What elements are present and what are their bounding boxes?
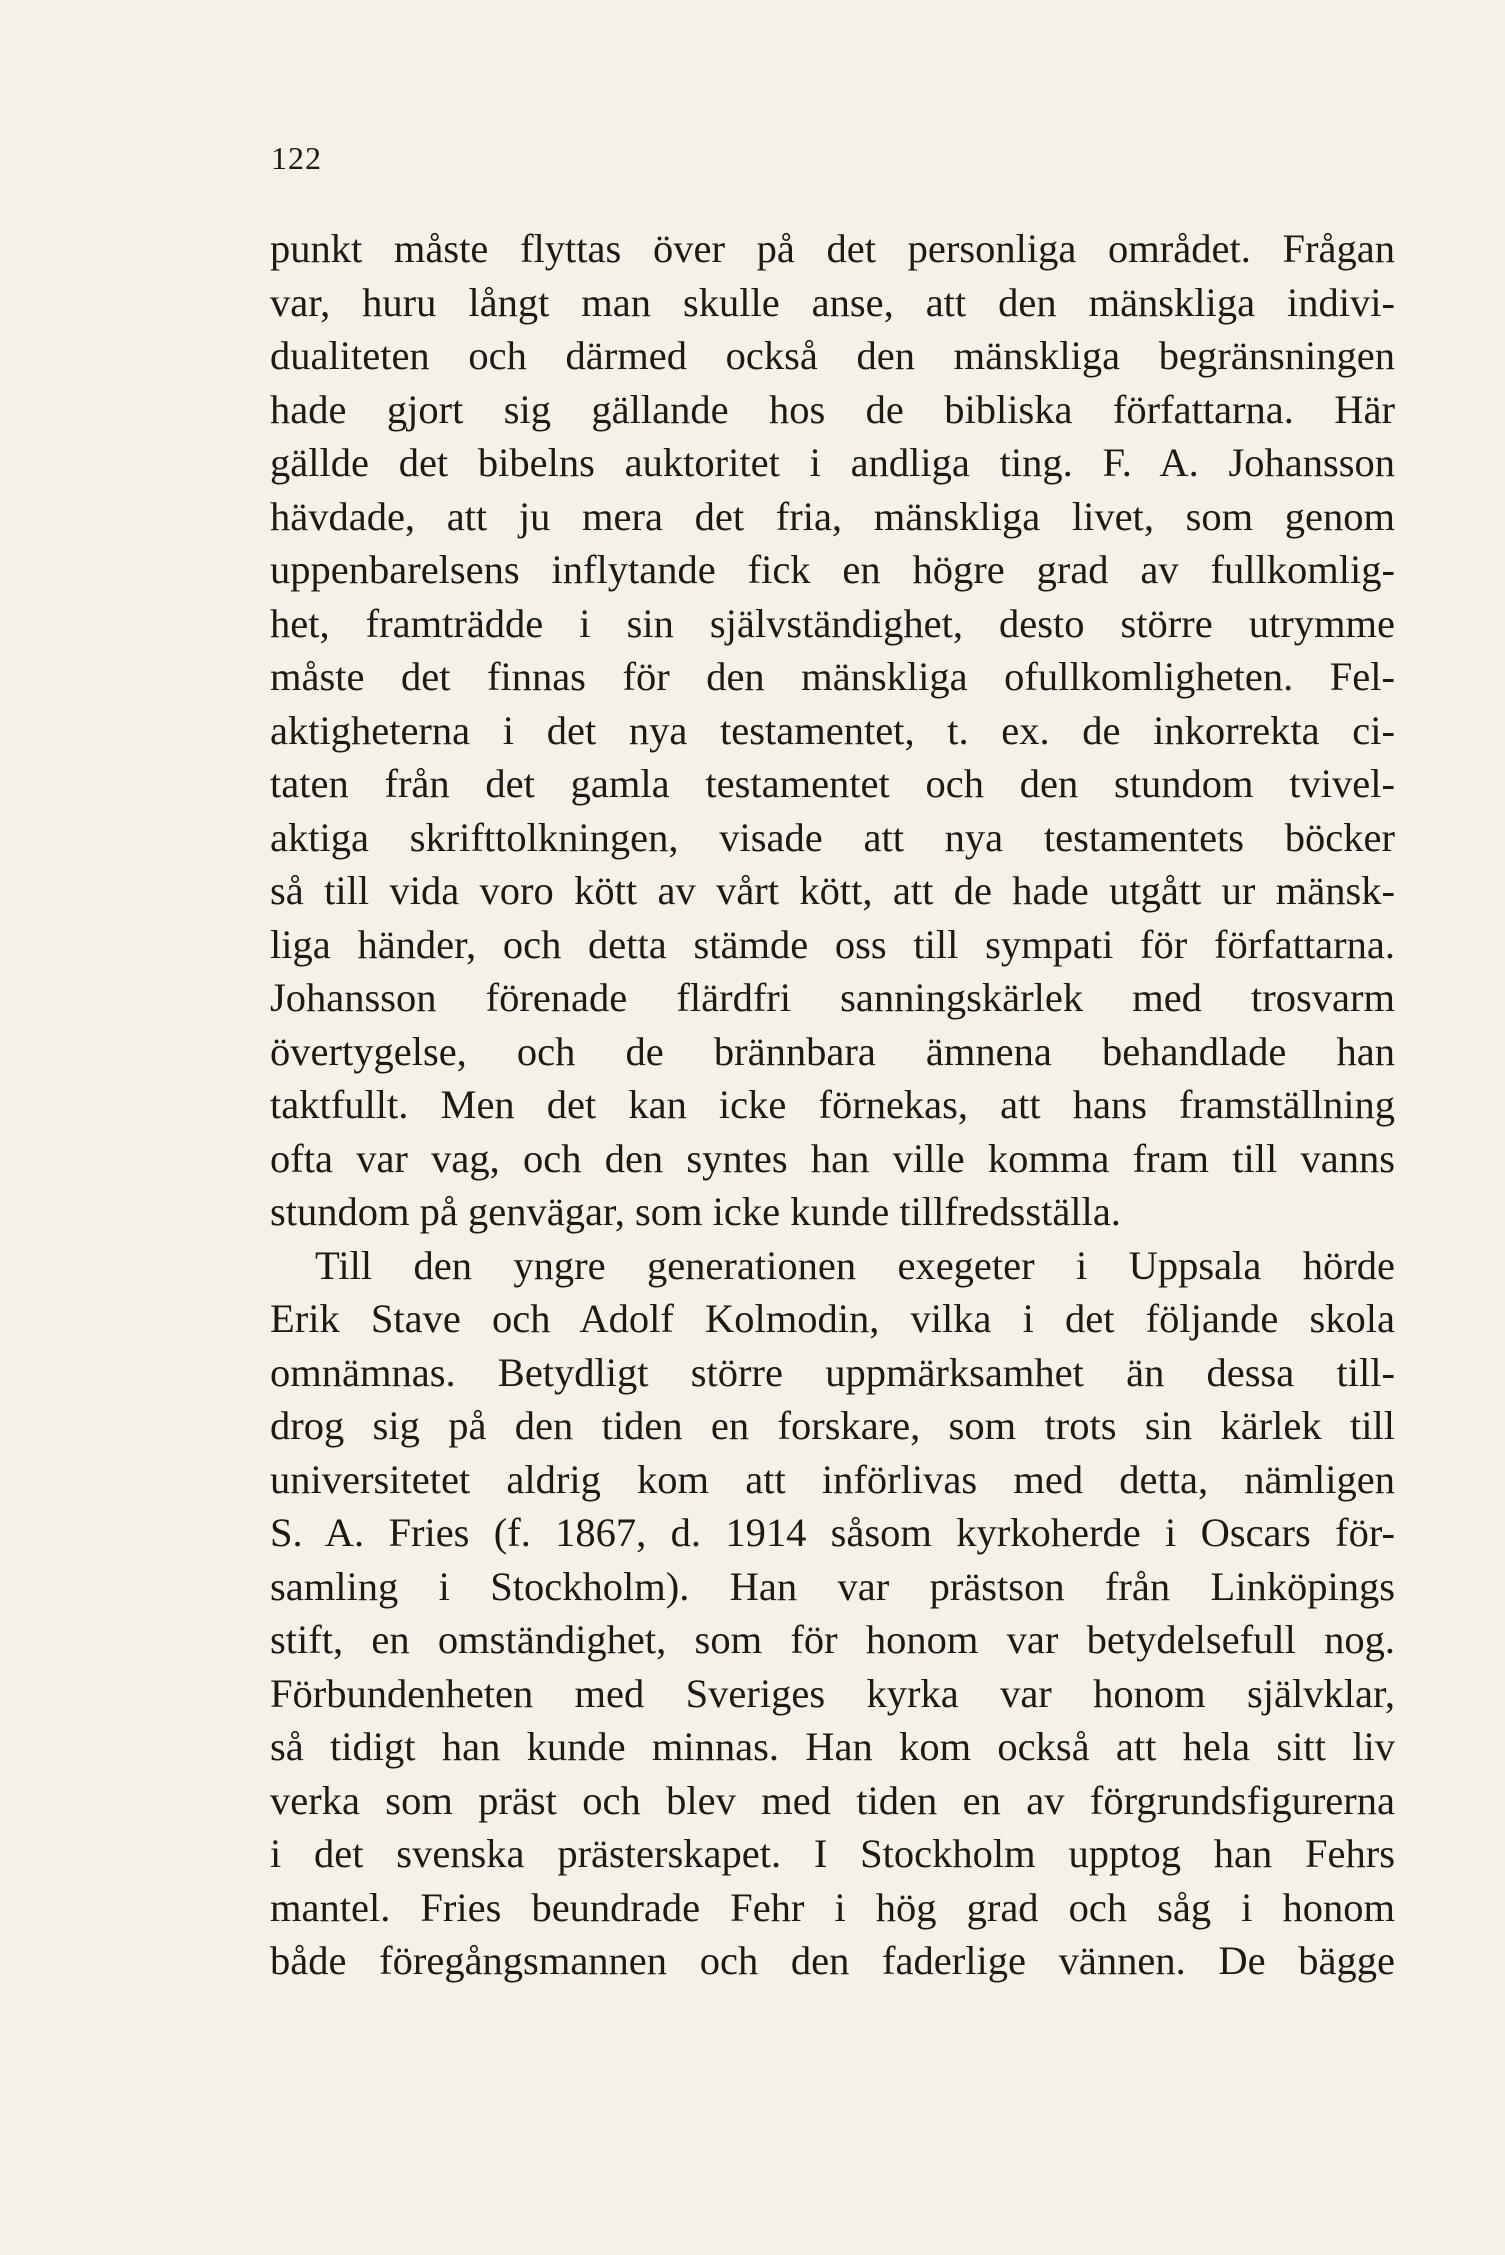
text-line: liga händer, och detta stämde oss till sympati för författarna.	[270, 921, 1395, 967]
text-line: Till den yngre generationen exegeter i Uppsala hörde	[315, 1242, 1395, 1288]
text-line: taten från det gamla testamentet och den stundom tvivel-	[270, 761, 1395, 806]
text-line: dualiteten och därmed också den mänskliga begränsningen	[270, 333, 1395, 378]
text-line: verka som präst och blev med tiden en av förgrundsfigurerna	[270, 1777, 1395, 1823]
text-line: het, framträdde i sin självständighet, desto större utrymme	[270, 600, 1395, 646]
text-line: Förbundenheten med Sveriges kyrka var honom självklar,	[270, 1670, 1395, 1716]
text-line: hävdade, att ju mera det fria, mänskliga livet, som genom	[270, 493, 1395, 539]
text-line: stundom på genvägar, som icke kunde tillfredsställa.	[270, 1189, 1121, 1234]
page-number: 122	[271, 140, 322, 176]
text-line: samling i Stockholm). Han var prästson från Linköpings	[270, 1563, 1395, 1609]
text-line: taktfullt. Men det kan icke förnekas, att hans framställning	[270, 1082, 1395, 1127]
text-line: måste det finnas för den mänskliga ofullkomligheten. Fel-	[270, 654, 1395, 699]
text-line: S. A. Fries (f. 1867, d. 1914 såsom kyrkoherde i Oscars för-	[270, 1510, 1395, 1555]
text-line: omnämnas. Betydligt större uppmärksamhet än dessa till-	[270, 1349, 1395, 1395]
text-line: punkt måste flyttas över på det personliga området. Frågan	[270, 226, 1395, 271]
text-line: Johansson förenade flärdfri sanningskärlek med trosvarm	[270, 975, 1395, 1020]
text-line: i det svenska prästerskapet. I Stockholm upptog han Fehrs	[270, 1831, 1395, 1876]
text-line: aktiga skrifttolkningen, visade att nya testamentets böcker	[270, 814, 1395, 860]
body-text	[270, 222, 1395, 1988]
text-line: stift, en omständighet, som för honom var betydelsefull nog.	[270, 1617, 1395, 1662]
text-line: övertygelse, och de brännbara ämnena behandlade han	[270, 1028, 1395, 1074]
text-line: uppenbarelsens inflytande fick en högre grad av fullkomlig-	[270, 547, 1395, 592]
text-line: aktigheterna i det nya testamentet, t. ex. de inkorrekta ci-	[270, 707, 1395, 753]
text-line: drog sig på den tiden en forskare, som trots sin kärlek till	[270, 1403, 1395, 1448]
text-line: mantel. Fries beundrade Fehr i hög grad och såg i honom	[270, 1884, 1395, 1930]
text-line: både föregångsmannen och den faderlige vännen. De bägge	[270, 1938, 1395, 1983]
text-line: så till vida voro kött av vårt kött, att de hade utgått ur mänsk-	[270, 868, 1395, 913]
text-line: Erik Stave och Adolf Kolmodin, vilka i det följande skola	[270, 1296, 1395, 1341]
text-line: så tidigt han kunde minnas. Han kom också att hela sitt liv	[270, 1724, 1395, 1769]
text-line: ofta var vag, och den syntes han ville komma fram till vanns	[270, 1135, 1395, 1181]
text-line: universitetet aldrig kom att införlivas med detta, nämligen	[270, 1456, 1395, 1502]
text-line: gällde det bibelns auktoritet i andliga ting. F. A. Johansson	[270, 440, 1395, 485]
text-line: var, huru långt man skulle anse, att den mänskliga indivi-	[270, 279, 1395, 325]
text-line: hade gjort sig gällande hos de bibliska författarna. Här	[270, 386, 1395, 432]
